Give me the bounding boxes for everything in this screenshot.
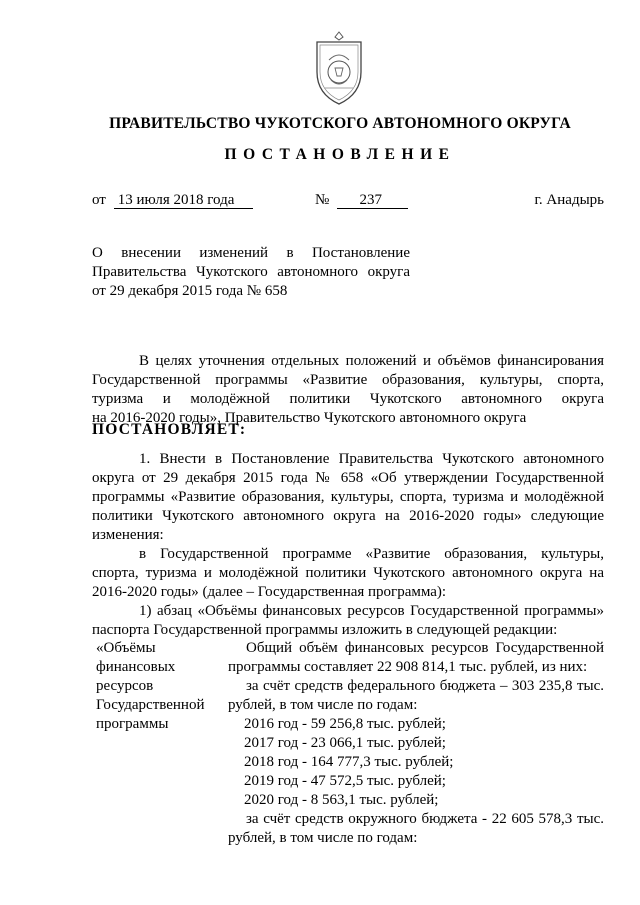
government-title: ПРАВИТЕЛЬСТВО ЧУКОТСКОГО АВТОНОМНОГО ОКРУГА [109, 115, 571, 132]
item-1-line: политики Чукотского автономного округа на 2016-2020 годы» следующие [92, 508, 604, 524]
table-year-line: 2018 год - 164 777,3 тыс. рублей; [244, 754, 454, 770]
date-prefix: от [92, 192, 106, 208]
item-1-line: округа от 29 декабря 2015 года № 658 «Об утверждении Государственной [92, 470, 604, 486]
item-1-1-line: 1) абзац «Объёмы финансовых ресурсов Государственной программы» [139, 603, 604, 619]
document-subject [92, 244, 410, 301]
coat-of-arms-emblem [303, 28, 375, 108]
item-1-1-line: паспорта Государственной программы изложить в следующей редакции: [92, 622, 558, 638]
item-1-line: программы «Развитие образования, культуры, спорта, туризма и молодёжной [92, 489, 604, 505]
item-1-1-paragraph [92, 602, 604, 640]
table-value-line: за счёт средств федерального бюджета – 303 235,8 тыс. [246, 678, 604, 694]
table-label-line: финансовых [96, 659, 176, 675]
preamble-line: на 2016-2020 годы», Правительство Чукотского автономного округа [92, 410, 527, 426]
preamble-line: Государственной программы «Развитие образования, культуры, спорта, [92, 372, 604, 388]
table-value-line: Общий объём финансовых ресурсов Государственной [246, 640, 604, 656]
item-1-text-paragraph [92, 545, 604, 602]
subject-line: Правительства Чукотского автономного округа [92, 264, 410, 280]
document-number [337, 192, 408, 209]
resolves-heading: ПОСТАНОВЛЯЕТ: [92, 421, 247, 438]
table-label-line: программы [96, 716, 169, 732]
table-label-line: Государственной [96, 697, 205, 713]
table-label-line: ресурсов [96, 678, 154, 694]
table-value-line: программы составляет 22 908 814,1 тыс. рублей, из них: [228, 659, 588, 675]
item-1-text-line: спорта, туризма и молодёжной политики Чукотского автономного округа на [92, 565, 604, 581]
document-meta-row [92, 192, 604, 212]
item-1-text-line: 2016-2020 годы» (далее – Государственная программа): [92, 584, 447, 600]
item-1-line: 1. Внести в Постановление Правительства Чукотского автономного [139, 451, 604, 467]
document-city: г. Анадырь [534, 192, 604, 208]
preamble-line: туризма и молодёжной политики Чукотского автономного округа [92, 391, 604, 407]
table-label-cell [96, 639, 226, 734]
subject-line: от 29 декабря 2015 года № 658 [92, 283, 288, 299]
document-number-text: 237 [359, 192, 382, 208]
table-year-line: 2016 год - 59 256,8 тыс. рублей; [244, 716, 446, 732]
item-1-line: изменения: [92, 527, 164, 543]
table-year-line: 2020 год - 8 563,1 тыс. рублей; [244, 792, 439, 808]
table-label-line: «Объёмы [96, 640, 156, 656]
table-value-line: рублей, в том числе по годам: [228, 697, 418, 713]
preamble-line: В целях уточнения отдельных положений и объёмов финансирования [139, 353, 604, 369]
document-date-text: 13 июля 2018 года [117, 192, 235, 208]
item-1-paragraph [92, 450, 604, 545]
preamble-paragraph [92, 352, 604, 428]
table-value-cell [228, 639, 604, 848]
item-1-text-line: в Государственной программе «Развитие образования, культуры, [139, 546, 604, 562]
document-date [114, 192, 253, 209]
table-year-line: 2019 год - 47 572,5 тыс. рублей; [244, 773, 446, 789]
table-year-line: 2017 год - 23 066,1 тыс. рублей; [244, 735, 446, 751]
table-value-line: за счёт средств окружного бюджета - 22 605 578,3 тыс. [246, 811, 604, 827]
document-type-title: ПОСТАНОВЛЕНИЕ [224, 146, 456, 163]
subject-line: О внесении изменений в Постановление [92, 245, 410, 261]
table-value-line: рублей, в том числе по годам: [228, 830, 418, 846]
number-sign: № [315, 192, 330, 208]
